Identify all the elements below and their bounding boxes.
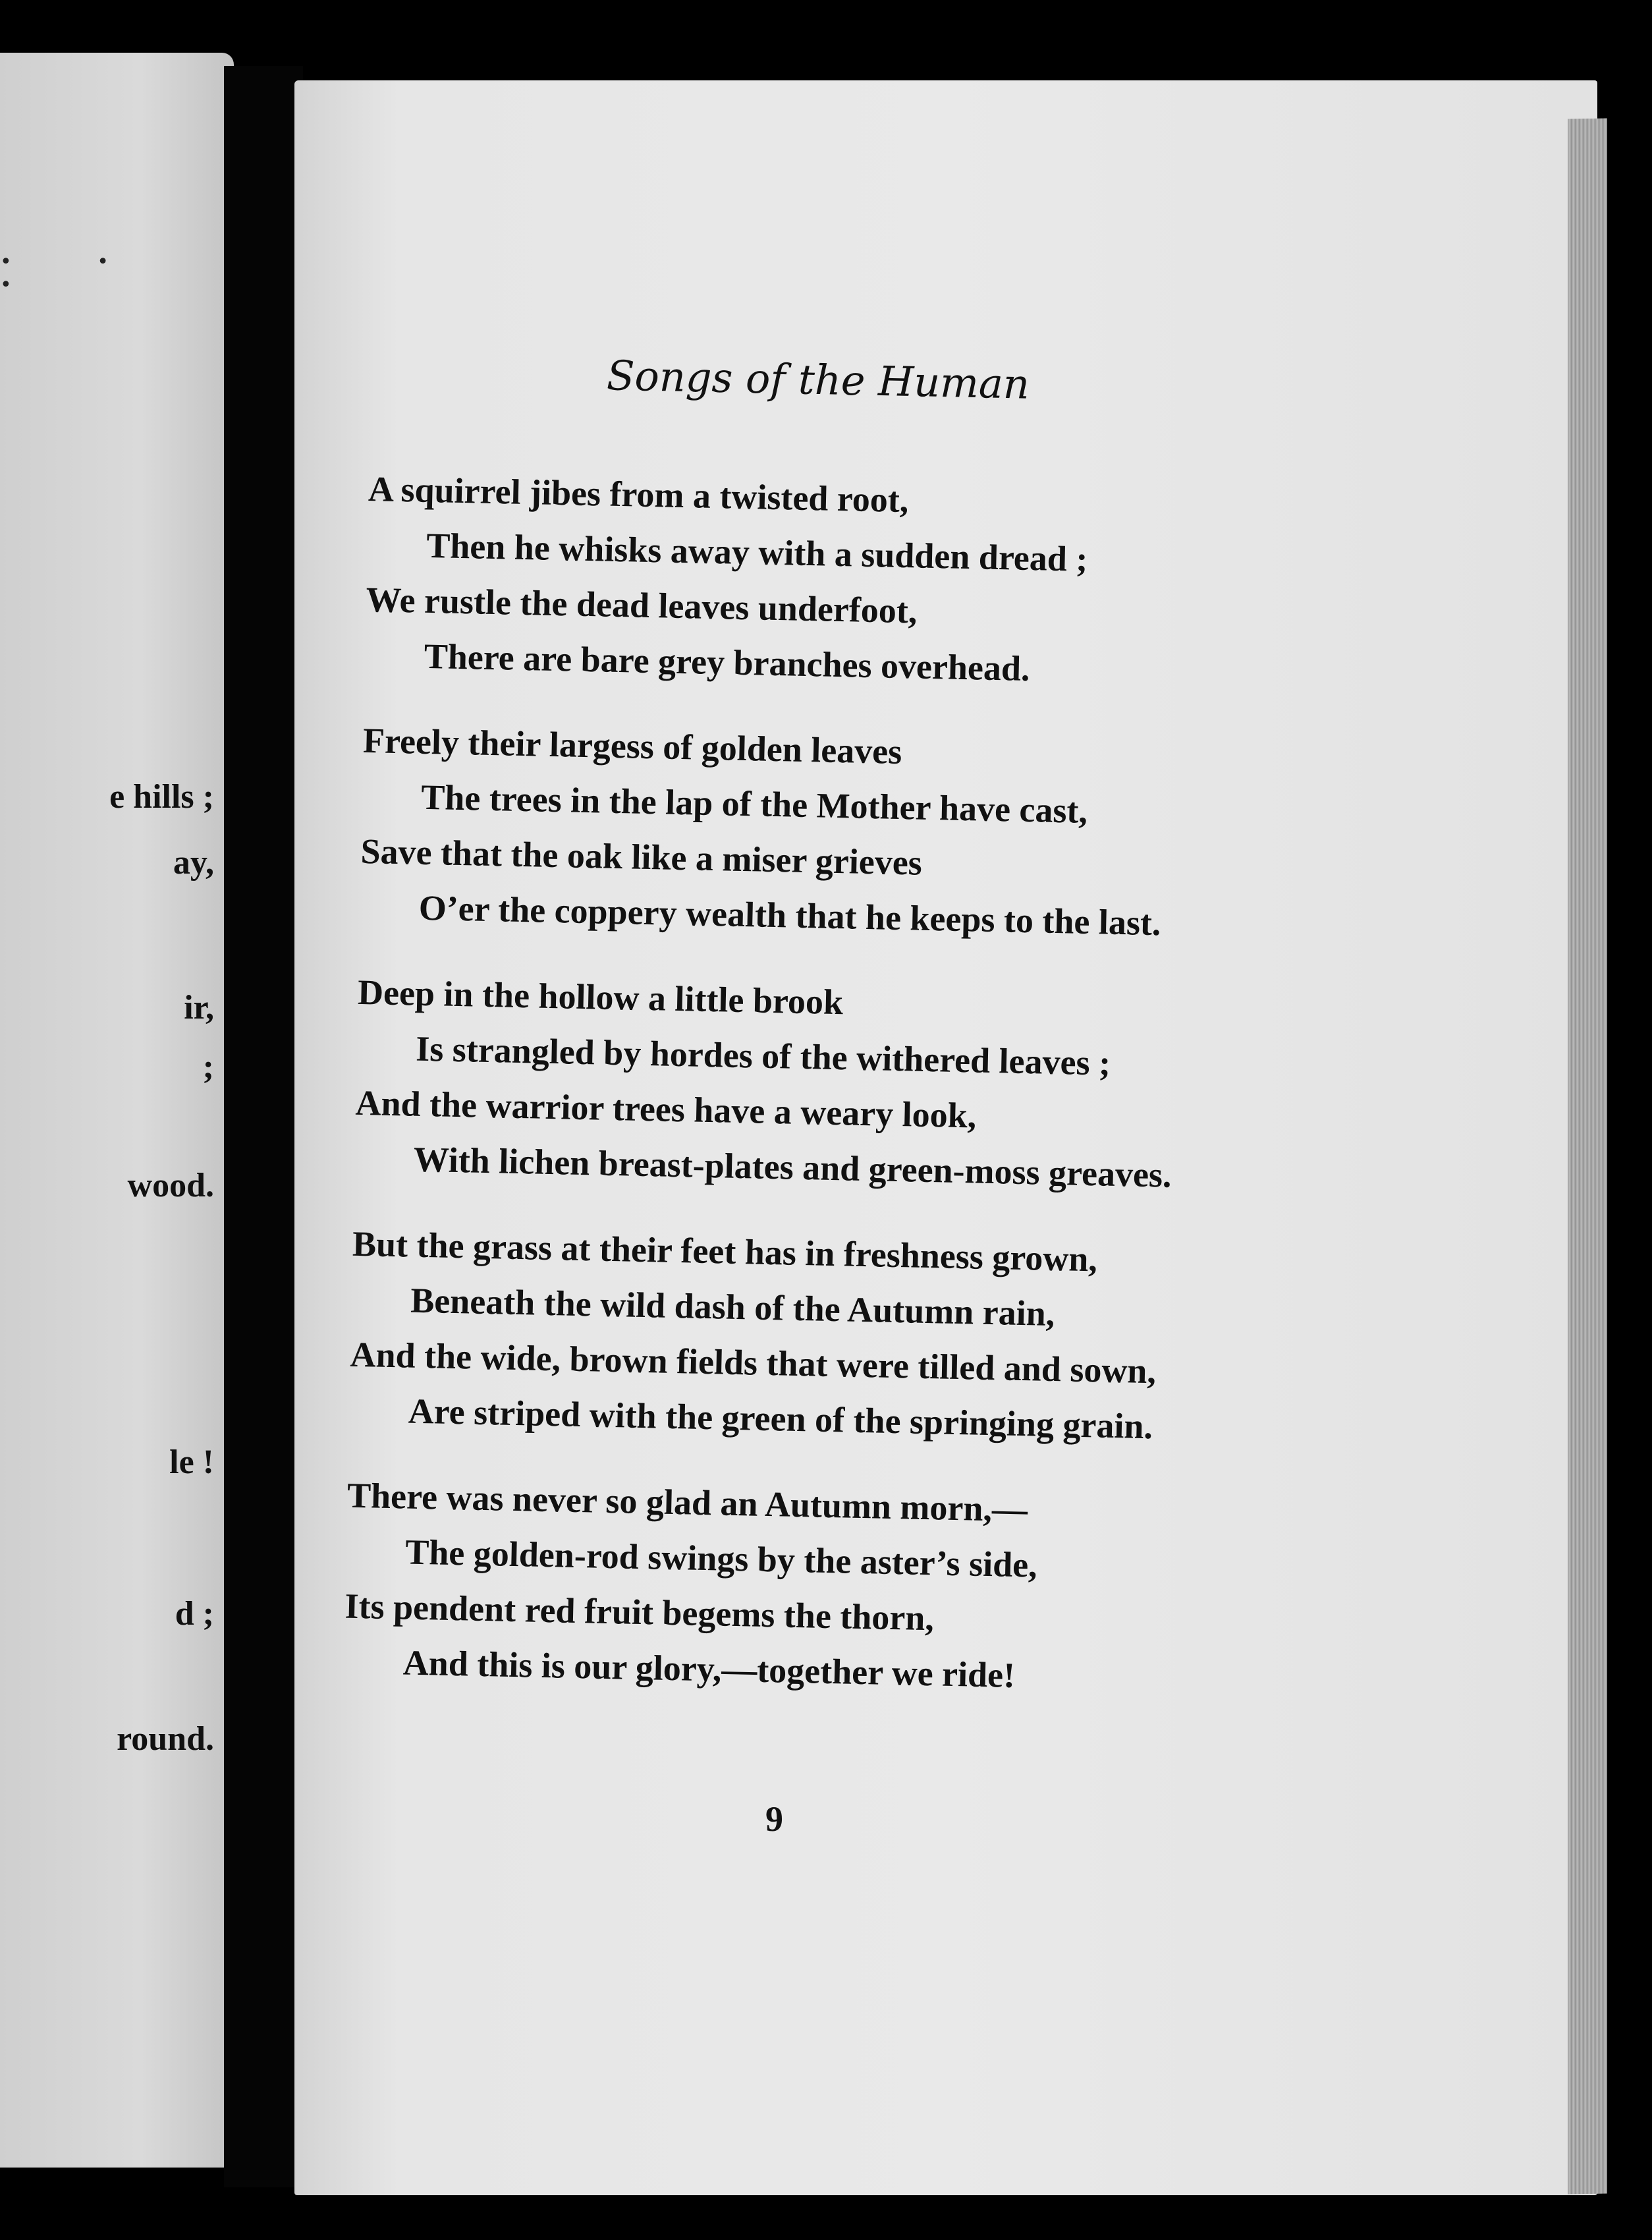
page-edges xyxy=(1568,118,1607,2194)
poem-line: We rustle the dead leaves underfoot, xyxy=(365,579,918,631)
stanza xyxy=(364,461,1555,708)
stanza xyxy=(343,1468,1533,1714)
left-page-fragment: ay, xyxy=(173,844,214,882)
left-page-fragment: d ; xyxy=(175,1595,214,1633)
poem-body xyxy=(343,461,1555,1744)
poem-line: The golden-rod swings by the aster’s side, xyxy=(404,1532,1038,1585)
poem-line: There was never so glad an Autumn morn,— xyxy=(346,1475,1028,1530)
poem-line: There are bare grey branches overhead. xyxy=(424,636,1031,689)
stanza xyxy=(359,713,1549,959)
poem-line: Save that the oak like a miser grieves xyxy=(360,831,923,883)
poem-line: Its pendent red fruit begems the thorn, xyxy=(344,1586,935,1638)
poem-line: Then he whisks away with a sudden dread ; xyxy=(426,525,1089,579)
poem-line: With lichen breast-plates and green-moss greaves. xyxy=(413,1139,1172,1195)
poem-line: O’er the coppery wealth that he keeps to the last. xyxy=(418,887,1162,943)
left-page-fragment: ; xyxy=(202,1048,214,1086)
stanza xyxy=(348,1216,1539,1463)
poem-line: Freely their largess of golden leaves xyxy=(362,720,902,772)
running-head: Songs of the Human xyxy=(606,351,1030,408)
poem-line: Is strangled by hordes of the withered leaves ; xyxy=(415,1028,1111,1083)
poem-line: Beneath the wild dash of the Autumn rain, xyxy=(410,1280,1055,1334)
left-page-fragment: e hills ; xyxy=(109,778,214,816)
page-number: 9 xyxy=(765,1799,783,1839)
poem-line: The trees in the lap of the Mother have cast, xyxy=(420,777,1088,831)
poem-line: A squirrel jibes from a twisted root, xyxy=(368,468,910,520)
left-page-fragment: le ! xyxy=(169,1443,214,1481)
print-speck-marks: • • • xyxy=(0,250,148,296)
stanza xyxy=(354,965,1544,1211)
poem-line: And the wide, brown fields that were tilled and sown, xyxy=(349,1334,1157,1391)
left-page-fragment: wood. xyxy=(127,1167,214,1204)
left-page-fragment: round. xyxy=(117,1720,214,1758)
poem-line: But the grass at their feet has in freshness grown, xyxy=(352,1223,1098,1279)
left-page-fragment: ir, xyxy=(184,989,214,1026)
poem-line: And this is our glory,—together we ride! xyxy=(402,1642,1016,1695)
poem-line: Deep in the hollow a little brook xyxy=(357,972,844,1022)
poem-line: And the warrior trees have a weary look, xyxy=(354,1082,977,1136)
poem-line: Are striped with the green of the springing grain. xyxy=(408,1391,1153,1447)
